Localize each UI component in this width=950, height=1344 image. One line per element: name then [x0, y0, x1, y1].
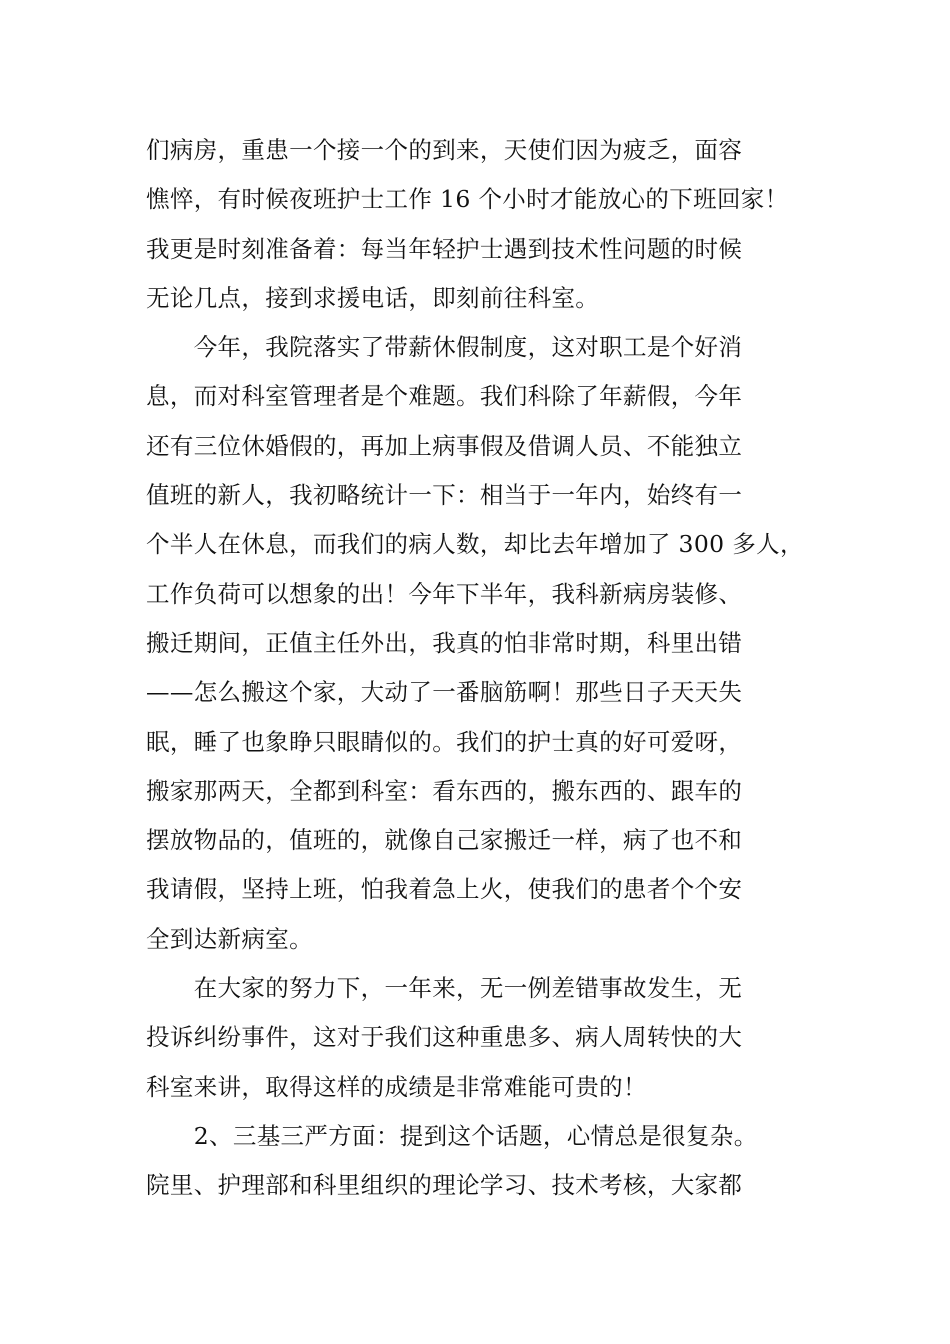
text-line: 摆放物品的，值班的，就像自己家搬迁一样，病了也不和 — [146, 826, 743, 855]
text-line: 2、三基三严方面：提到这个话题，心情总是很复杂。 — [146, 1121, 758, 1150]
text-line: 我请假，坚持上班，怕我着急上火，使我们的患者个个安 — [146, 875, 743, 904]
text-line: 我更是时刻准备着：每当年轻护士遇到技术性问题的时候 — [146, 234, 743, 263]
text-line: 今年，我院落实了带薪休假制度，这对职工是个好消 — [146, 333, 743, 362]
text-line: ——怎么搬这个家，大动了一番脑筋啊！那些日子天天失 — [146, 678, 743, 707]
text-line: 值班的新人，我初略统计一下：相当于一年内，始终有一 — [146, 481, 743, 510]
text-line: 投诉纠纷事件，这对于我们这种重患多、病人周转快的大 — [146, 1023, 743, 1052]
text-line: 息，而对科室管理者是个难题。我们科除了年薪假，今年 — [146, 382, 743, 411]
text-line: 憔悴，有时候夜班护士工作 16 个小时才能放心的下班回家！ — [146, 185, 789, 214]
text-line: 搬迁期间，正值主任外出，我真的怕非常时期，科里出错 — [146, 628, 743, 657]
text-line: 院里、护理部和科里组织的理论学习、技术考核，大家都 — [146, 1171, 743, 1200]
text-line: 全到达新病室。 — [146, 924, 313, 953]
text-line: 个半人在休息，而我们的病人数，却比去年增加了 300 多人， — [146, 530, 804, 559]
body-text — [146, 126, 810, 1211]
text-line: 眠，睡了也象睁只眼睛似的。我们的护士真的好可爱呀， — [146, 727, 743, 756]
text-line: 在大家的努力下，一年来，无一例差错事故发生，无 — [146, 974, 743, 1003]
text-line: 还有三位休婚假的，再加上病事假及借调人员、不能独立 — [146, 431, 743, 460]
text-line: 工作负荷可以想象的出！今年下半年，我科新病房装修、 — [146, 579, 743, 608]
text-line: 科室来讲，取得这样的成绩是非常难能可贵的！ — [146, 1072, 647, 1101]
text-line: 们病房，重患一个接一个的到来，天使们因为疲乏，面容 — [146, 136, 743, 164]
text-line: 搬家那两天，全都到科室：看东西的，搬东西的、跟车的 — [146, 776, 743, 805]
text-line: 无论几点，接到求援电话，即刻前往科室。 — [146, 283, 600, 312]
